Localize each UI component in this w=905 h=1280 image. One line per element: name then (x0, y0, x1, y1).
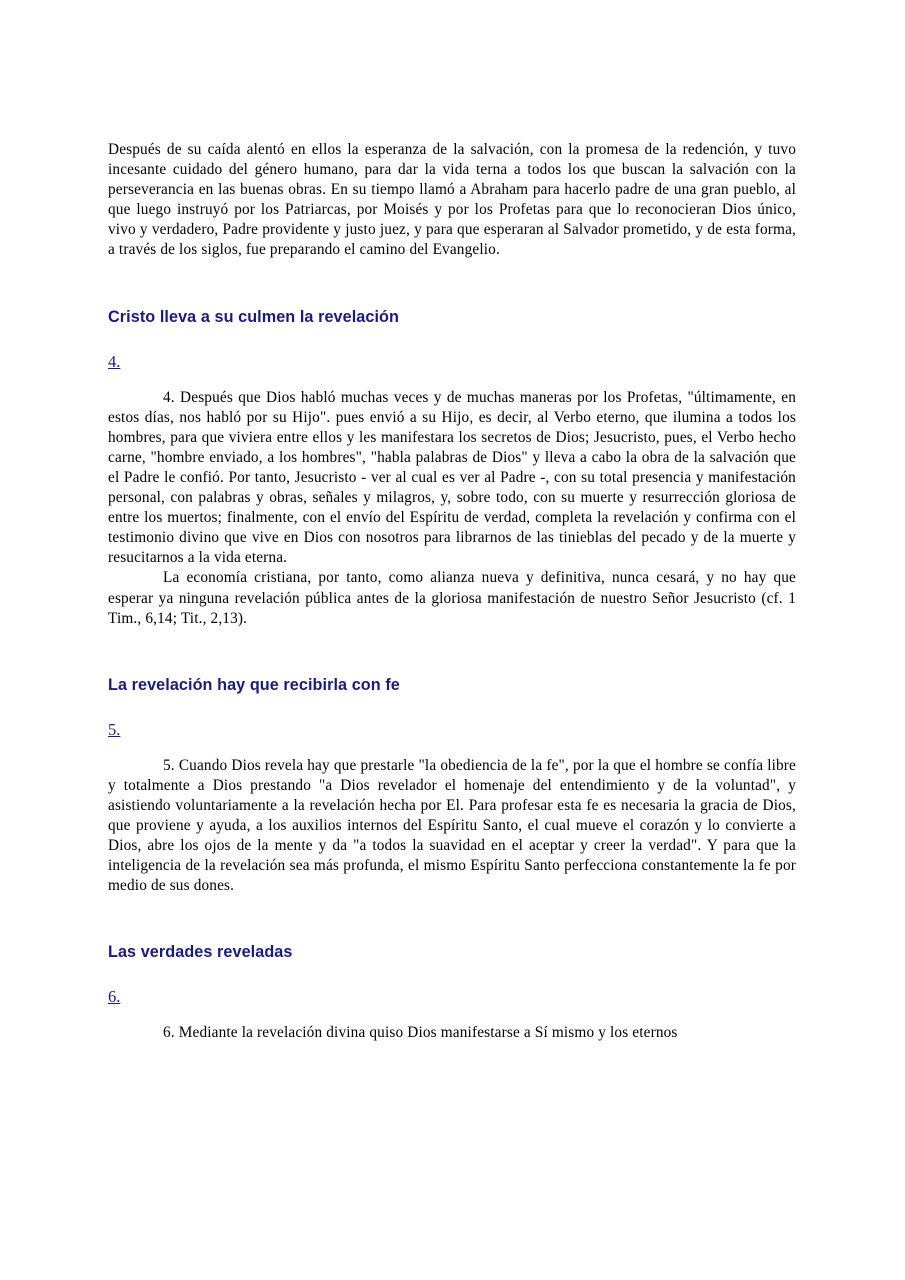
section-link-5[interactable]: 5. (108, 719, 121, 739)
spacer (108, 372, 796, 388)
section-link-4[interactable]: 4. (108, 351, 121, 371)
spacer (108, 327, 796, 352)
paragraph-4a: 4. Después que Dios habló muchas veces y de muchas maneras por los Profetas, "últimamente, en estos días, nos habló por su Hijo". pues envió a su Hijo, es decir, al Verbo eterno, que ilumina a todos los hombres, para que viviera entre ellos y les manifestara los secretos de Dios; Jesucristo, pues, el Verbo hecho carne, "hombre enviado, a los hombres", "habla palabras de Dios" y lleva a cabo la obra de la salvación que el Padre le confió. Por tanto, Jesucristo - ver al cual es ver al Padre -, con su total presencia y manifestación personal, con palabras y obras, señales y milagros, y, sobre todo, con su muerte y resurrección gloriosa de entre los muertos; finalmente, con el envío del Espíritu de verdad, completa la revelación y confirma con el testimonio divino que vive en Dios con nosotros para librarnos de las tinieblas del pecado y de la muerte y resucitarnos a la vida eterna. (108, 388, 796, 567)
paragraph-6: 6. Mediante la revelación divina quiso Dios manifestarse a Sí mismo y los eternos (163, 1024, 678, 1042)
spacer (108, 962, 796, 987)
spacer (108, 740, 796, 756)
spacer (108, 695, 796, 720)
intro-paragraph: Después de su caída alentó en ellos la esperanza de la salvación, con la promesa de la redención, y tuvo incesante cuidado del género humano, para dar la vida terna a todos los que buscan la salvación con la perseverancia en las buenas obras. En su tiempo llamó a Abraham para hacerlo padre de una gran pueblo, al que luego instruyó por los Patriarcas, por Moisés y por los Profetas para que lo reconocieran Dios único, vivo y verdadero, Padre providente y justo juez, y para que esperaran al Salvador prometido, y de esta forma, a través de los siglos, fue preparando el camino del Evangelio. (108, 141, 796, 259)
spacer (108, 261, 796, 307)
section-link-6[interactable]: 6. (108, 987, 121, 1007)
document-content (108, 140, 796, 1043)
paragraph-4b: La economía cristiana, por tanto, como alianza nueva y definitiva, nunca cesará, y no hay que esperar ya ninguna revelación pública antes de la gloriosa manifestación de nuestro Señor Jesucristo (cf. 1 Tim., 6,14; Tit., 2,13). (108, 569, 796, 627)
section-heading-revelacion-fe: La revelación hay que recibirla con fe (108, 675, 400, 694)
paragraph-5: 5. Cuando Dios revela hay que prestarle "la obediencia de la fe", por la que el hombre se confía libre y totalmente a Dios prestando "a Dios revelador el homenaje del entendimiento y de la voluntad", y asistiendo voluntariamente a la revelación hecha por El. Para profesar esta fe es necesaria la gracia de Dios, que proviene y ayuda, a los auxilios internos del Espíritu Santo, el cual mueve el corazón y lo convierte a Dios, abre los ojos de la mente y da "a todos la suavidad en el aceptar y creer la verdad". Y para que la inteligencia de la revelación sea más profunda, el mismo Espíritu Santo perfecciona constantemente la fe por medio de sus dones. (108, 756, 796, 895)
section-heading-verdades-reveladas: Las verdades reveladas (108, 943, 293, 962)
spacer (108, 629, 796, 675)
spacer (108, 896, 796, 942)
section-heading-cristo-revelacion: Cristo lleva a su culmen la revelación (108, 307, 399, 326)
spacer (108, 1007, 796, 1023)
